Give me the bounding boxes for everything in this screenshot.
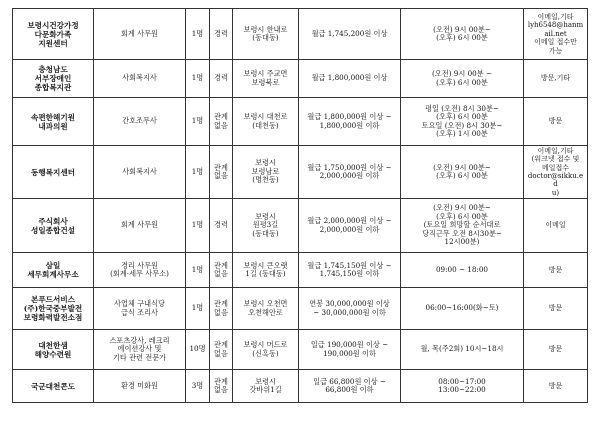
table-row bbox=[13, 199, 588, 253]
work-hours-cell: 08:00~17:00 13:00~22:00 bbox=[401, 370, 524, 403]
application-method-cell: 이메일,기타 lyh6548@hanm ail.net 이메일 접수만 가능 bbox=[524, 9, 588, 60]
job-title-cell: 경리 사무원 (회계·세무 사무소) bbox=[94, 253, 186, 288]
location-cell: 보령시 큰오랫 1길 (동대동) bbox=[233, 253, 299, 288]
org-cell: 충청남도 서부장애인 종합복지관 bbox=[13, 60, 94, 98]
career-cell: 관계 없음 bbox=[210, 370, 233, 403]
job-title-cell: 스포츠강사, 레크리 에이션강사 및 기타 관련 전문가 bbox=[94, 330, 186, 370]
location-cell: 보령시 머드로 (신흑동) bbox=[233, 330, 299, 370]
salary-cell: 월급 1,745,200원 이상 bbox=[299, 9, 401, 60]
org-cell: 삼일 세무회계사무소 bbox=[13, 253, 94, 288]
job-title-cell: 환경 미화원 bbox=[94, 370, 186, 403]
headcount-cell: 3명 bbox=[186, 370, 210, 403]
org-cell: 속편한해기원 내과의원 bbox=[13, 98, 94, 146]
salary-cell: 월급 1,750,000원 이상 ~ 2,000,000원 이하 bbox=[299, 146, 401, 199]
table-row bbox=[13, 370, 588, 403]
career-cell: 경력 bbox=[210, 9, 233, 60]
salary-cell: 일급 66,800원 이상 ~ 66,800원 이하 bbox=[299, 370, 401, 403]
job-title-cell: 회계 사무원 bbox=[94, 199, 186, 253]
org-cell: 대천한샘 해양수련원 bbox=[13, 330, 94, 370]
work-hours-cell: (오전) 9시 00분~ (오후) 6시 00분 bbox=[401, 9, 524, 60]
headcount-cell: 1명 bbox=[186, 98, 210, 146]
table-row bbox=[13, 98, 588, 146]
headcount-cell: 1명 bbox=[186, 9, 210, 60]
headcount-cell: 1명 bbox=[186, 199, 210, 253]
career-cell: 경력 bbox=[210, 60, 233, 98]
headcount-cell: 1명 bbox=[186, 146, 210, 199]
career-cell: 관계 없음 bbox=[210, 253, 233, 288]
application-method-cell: 방문 bbox=[524, 253, 588, 288]
work-hours-cell: (오전) 9시 00분 ~ (오후) 6시 00분 bbox=[401, 60, 524, 98]
job-title-cell: 사회복지사 bbox=[94, 146, 186, 199]
org-cell: 국군대천콘도 bbox=[13, 370, 94, 403]
job-title-cell: 회계 사무원 bbox=[94, 9, 186, 60]
application-method-cell: 방문 bbox=[524, 98, 588, 146]
location-cell: 보령시 한내로 (동대동) bbox=[233, 9, 299, 60]
table-row bbox=[13, 60, 588, 98]
table-row bbox=[13, 330, 588, 370]
location-cell: 보령시 대천로 (대천동) bbox=[233, 98, 299, 146]
table-row bbox=[13, 146, 588, 199]
job-title-cell: 간호조무사 bbox=[94, 98, 186, 146]
work-hours-cell: 평일 (오전) 8시 30분~ (오후) 6시 00분 토요일 (오전) 8시 30분~ (오후) 1시 00분 bbox=[401, 98, 524, 146]
salary-cell: 월급 2,000,000원 이상 ~ 2,000,000원 이하 bbox=[299, 199, 401, 253]
salary-cell: 월급 1,800,000원 이상 bbox=[299, 60, 401, 98]
table-row bbox=[13, 9, 588, 60]
table-row bbox=[13, 288, 588, 330]
application-method-cell: 이메일,기타 (워크넷 접수 및 메일접수 doctor@sikku.ed u) bbox=[524, 146, 588, 199]
org-cell: 보령시건강가정 다문화가족 지원센터 bbox=[13, 9, 94, 60]
work-hours-cell: 06:00~16:00(화~토) bbox=[401, 288, 524, 330]
application-method-cell: 방문 bbox=[524, 370, 588, 403]
career-cell: 관계 없음 bbox=[210, 330, 233, 370]
job-title-cell: 사회복지사 bbox=[94, 60, 186, 98]
salary-cell: 월급 1,800,000원 이상 ~ 1,800,000원 이하 bbox=[299, 98, 401, 146]
work-hours-cell: 09:00 ~ 18:00 bbox=[401, 253, 524, 288]
work-hours-cell: 월, 목(주2회) 10시~18시 bbox=[401, 330, 524, 370]
headcount-cell: 1명 bbox=[186, 60, 210, 98]
headcount-cell: 1명 bbox=[186, 288, 210, 330]
location-cell: 보령시 갓바위1길 bbox=[233, 370, 299, 403]
application-method-cell: 방문 bbox=[524, 330, 588, 370]
application-method-cell: 방문 bbox=[524, 288, 588, 330]
work-hours-cell: (오전) 9시 00분~ (오후) 6시 00분 (토요일 희망할 순서대로 당직근무 오전 8시30분~ 12시00분) bbox=[401, 199, 524, 253]
career-cell: 관계 없음 bbox=[210, 288, 233, 330]
application-method-cell: 이메일 bbox=[524, 199, 588, 253]
table-row bbox=[13, 253, 588, 288]
org-cell: 주식회사 성일종합건설 bbox=[13, 199, 94, 253]
location-cell: 보령시 원평3길 (동대동) bbox=[233, 199, 299, 253]
location-cell: 보령시 오천면 오천해안로 bbox=[233, 288, 299, 330]
org-cell: 본푸드서비스 (주)한국중부발전 보령화력발전소점 bbox=[13, 288, 94, 330]
headcount-cell: 1명 bbox=[186, 253, 210, 288]
application-method-cell: 방문,기타 bbox=[524, 60, 588, 98]
salary-cell: 연봉 30,000,000원 이상 ~ 30,000,000원 이하 bbox=[299, 288, 401, 330]
salary-cell: 일급 190,000원 이상 ~ 190,000원 이하 bbox=[299, 330, 401, 370]
career-cell: 관계 없음 bbox=[210, 146, 233, 199]
career-cell: 관계 없음 bbox=[210, 98, 233, 146]
headcount-cell: 10명 bbox=[186, 330, 210, 370]
career-cell: 경력 bbox=[210, 199, 233, 253]
salary-cell: 월급 1,745,150원 이상 ~ 1,745,150원 이하 bbox=[299, 253, 401, 288]
location-cell: 보령시 보령남로 (명천동) bbox=[233, 146, 299, 199]
org-cell: 동행복지센터 bbox=[13, 146, 94, 199]
job-listings-table bbox=[12, 8, 588, 403]
job-title-cell: 사업체 구내식당 급식 조리사 bbox=[94, 288, 186, 330]
location-cell: 보령시 주교면 보령북로 bbox=[233, 60, 299, 98]
work-hours-cell: (오전) 9시 00분~ (오후) 6시 00분 bbox=[401, 146, 524, 199]
